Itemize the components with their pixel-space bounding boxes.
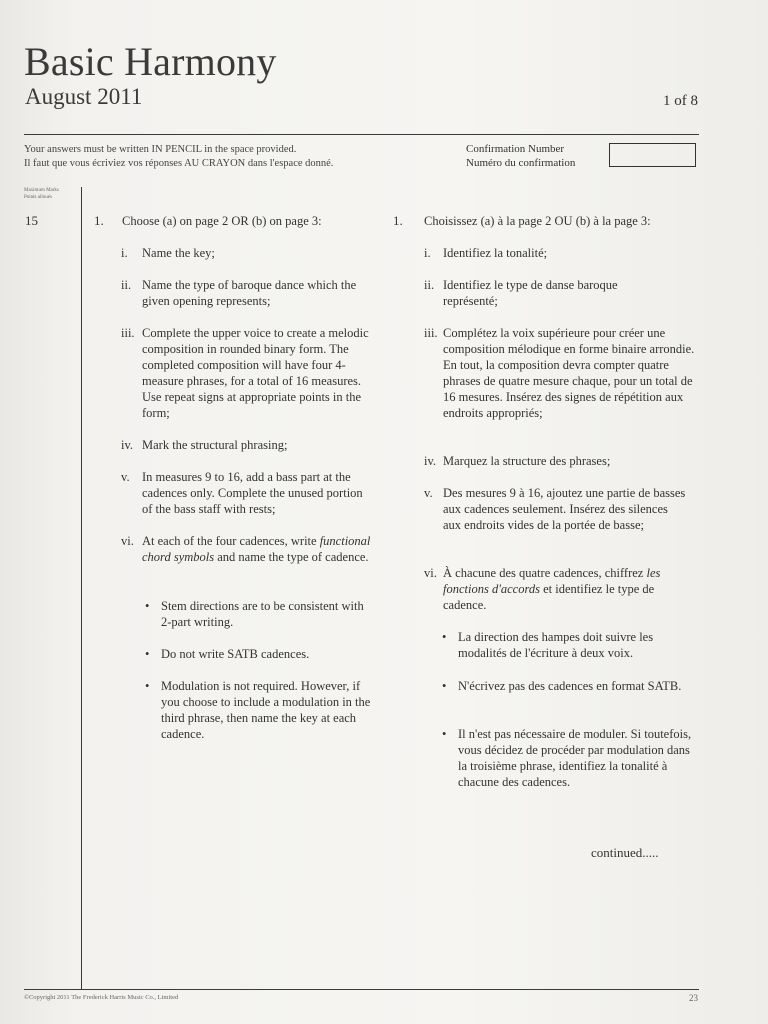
question-intro-en: Choose (a) on page 2 OR (b) on page 3: xyxy=(122,214,322,228)
bullet-icon: • xyxy=(442,630,447,644)
item-text-end: and name the type of cadence. xyxy=(214,550,369,564)
item-numeral: vi. xyxy=(121,534,134,548)
item-text: Name the type of baroque dance which the given opening represents; xyxy=(142,278,357,308)
item-numeral: v. xyxy=(424,486,433,500)
item-numeral: i. xyxy=(424,246,431,260)
item-text: Name the key; xyxy=(142,246,215,260)
item-numeral: i. xyxy=(121,246,128,260)
bullet-text: Il n'est pas nécessaire de moduler. Si toutefois, vous décidez de procéder par modulation dans la troisième phrase, identifiez la tonalité à chacune des cadences. xyxy=(458,727,692,789)
page-count: 1 of 8 xyxy=(663,93,698,109)
confirmation-label-fr: Numéro du confirmation xyxy=(466,156,576,169)
item-numeral: vi. xyxy=(424,566,437,580)
question-number-fr: 1. xyxy=(393,213,403,228)
item-numeral: ii. xyxy=(121,278,132,292)
item-numeral: ii. xyxy=(424,278,435,292)
confirmation-label xyxy=(466,143,575,170)
exam-title: Basic Harmony xyxy=(24,39,277,84)
confirmation-number-field[interactable] xyxy=(609,143,696,167)
item-text: In measures 9 to 16, add a bass part at the cadences only. Complete the unused portion of the bass staff with rests; xyxy=(142,470,363,516)
item-text: Complétez la voix supérieure pour créer une composition mélodique en forme binaire arrondie. En tout, la composition devra compter quatre phrases de quatre mesure chaque, pour un total de 16 mesures. Insérez des signes de répétition aux endroits appropriés; xyxy=(443,326,695,420)
item-text: Identifiez la tonalité; xyxy=(443,246,548,260)
item-text-italic: functional chord symbols xyxy=(142,534,371,564)
copyright-notice: ©Copyright 2011 The Frederick Harris Music Co., Limited xyxy=(24,994,179,1001)
bullet-text: N'écrivez pas des cadences en format SATB. xyxy=(458,679,682,693)
margin-rule xyxy=(81,187,82,989)
question-intro-fr: Choisissez (a) à la page 2 OU (b) à la page 3: xyxy=(424,214,651,228)
continued-note: continued..... xyxy=(591,845,659,860)
item-text xyxy=(142,533,374,565)
bullet-icon: • xyxy=(145,599,150,613)
bullet-text: La direction des hampes doit suivre les modalités de l'écriture à deux voix. xyxy=(458,630,654,660)
header-rule xyxy=(24,134,699,135)
instruction-french: Il faut que vous écriviez vos réponses AU CRAYON dans l'espace donné. xyxy=(24,157,334,169)
item-text: Mark the structural phrasing; xyxy=(142,438,288,452)
item-text-italic: les fonctions d'accords xyxy=(443,566,661,596)
bullet-text: Stem directions are to be consistent with 2-part writing. xyxy=(161,599,364,629)
item-numeral: iii. xyxy=(121,326,135,340)
item-numeral: iii. xyxy=(424,326,438,340)
item-text: Des mesures 9 à 16, ajoutez une partie de basses aux cadences seulement. Insérez des silences aux endroits vides de la portée de basse; xyxy=(443,486,686,532)
item-numeral: iv. xyxy=(121,438,134,452)
bullet-icon: • xyxy=(145,679,150,693)
bullet-text: Do not write SATB cadences. xyxy=(161,647,310,661)
item-text: Marquez la structure des phrases; xyxy=(443,454,611,468)
item-text-start: À chacune des quatre cadences, chiffrez xyxy=(443,566,647,580)
bullet-icon: • xyxy=(145,647,150,661)
item-text: Complete the upper voice to create a melodic composition in rounded binary form. The completed composition will have four 4-measure phrases, for a total of 16 measures. Use repeat signs at appropriate points in the form; xyxy=(142,326,369,420)
max-marks-en: Maximum Marks xyxy=(24,188,59,193)
item-text: Identifiez le type de danse baroque représenté; xyxy=(443,278,618,308)
pencil-instructions xyxy=(24,143,333,170)
exam-date: August 2011 xyxy=(25,84,143,109)
page-number: 23 xyxy=(689,993,698,1003)
item-text-end: et identifiez le type de cadence. xyxy=(443,582,655,612)
item-numeral: v. xyxy=(121,470,130,484)
item-text xyxy=(443,565,698,613)
bullet-icon: • xyxy=(442,679,447,693)
bullet-text: Modulation is not required. However, if you choose to include a modulation in the third phrase, then name the key at each cadence. xyxy=(161,679,371,741)
question-number-en: 1. xyxy=(94,213,104,228)
item-text-start: At each of the four cadences, write xyxy=(142,534,320,548)
bullet-icon: • xyxy=(442,727,447,741)
confirmation-label-en: Confirmation Number xyxy=(466,143,565,155)
item-numeral: iv. xyxy=(424,454,437,468)
question-marks: 15 xyxy=(25,213,38,228)
footer-rule xyxy=(24,989,699,990)
max-marks-fr: Points alloués xyxy=(24,195,52,200)
max-marks-label xyxy=(24,187,59,201)
instruction-english: Your answers must be written IN PENCIL in the space provided. xyxy=(24,144,297,155)
